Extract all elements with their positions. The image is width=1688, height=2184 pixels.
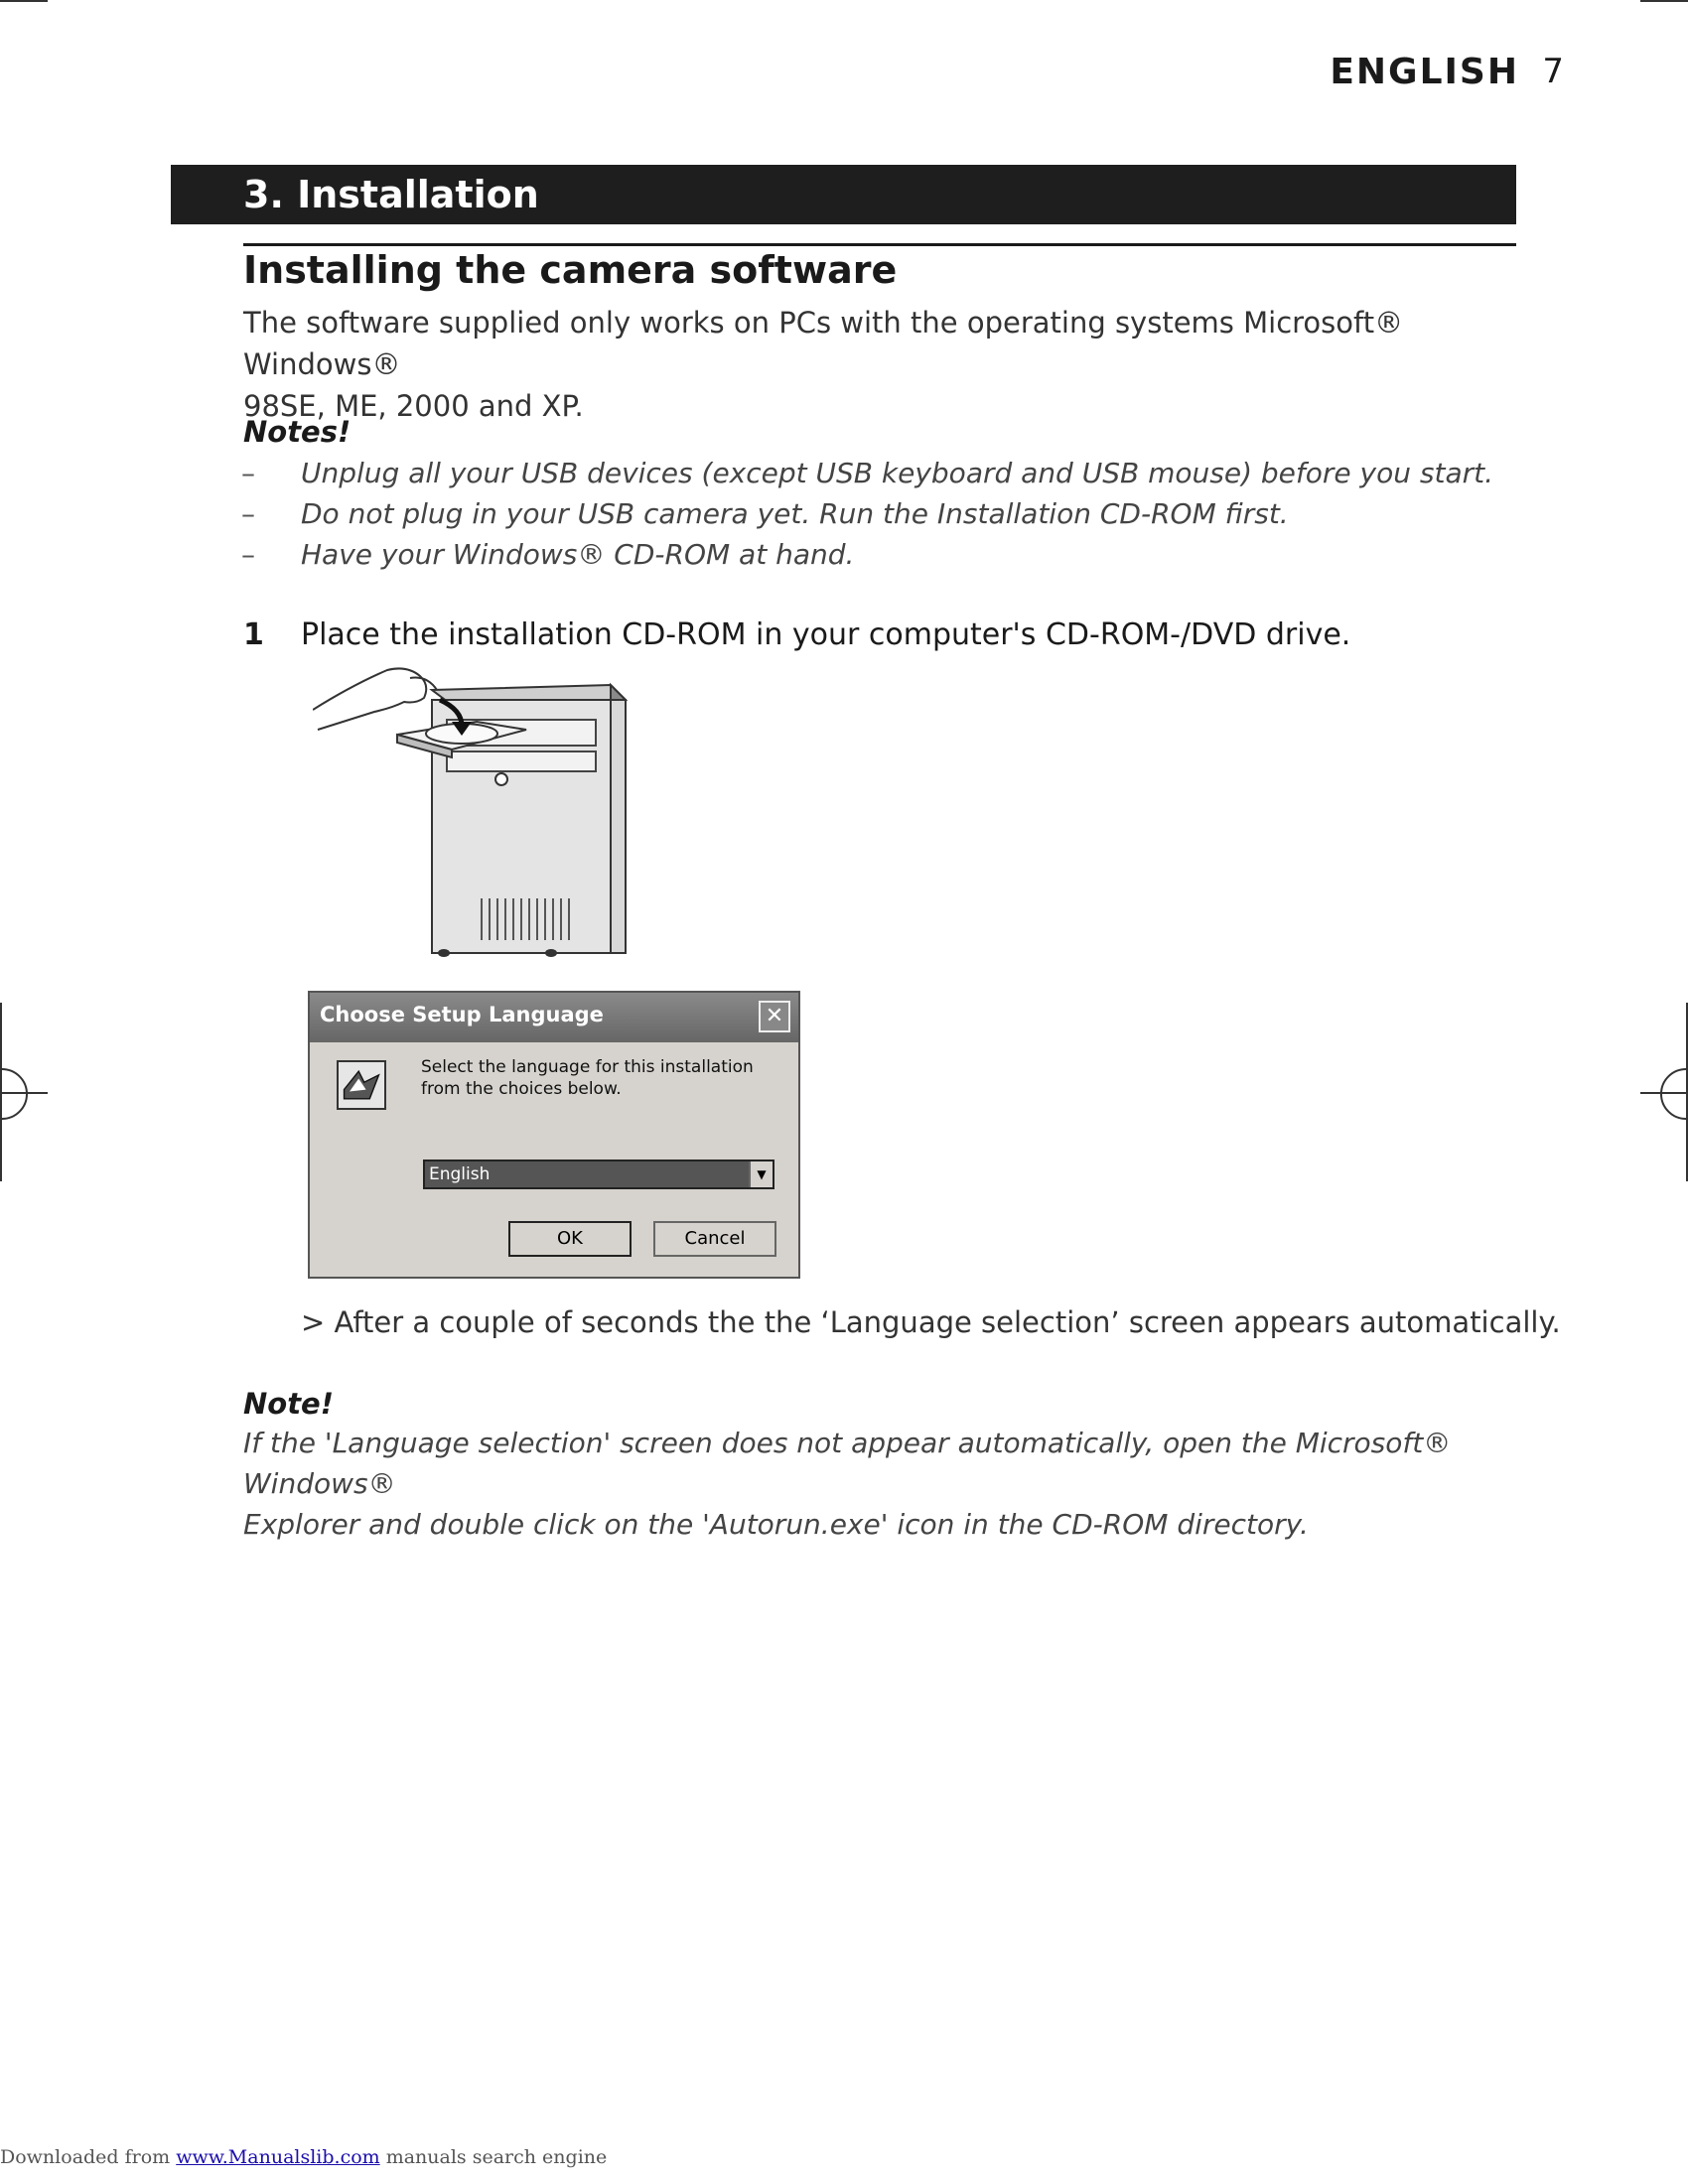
footer-link[interactable]: www.Manualslib.com — [176, 2146, 380, 2168]
note-line: Explorer and double click on the 'Autorun.exe' icon in the CD-ROM directory. — [243, 1508, 1309, 1541]
note-item: Do not plug in your USB camera yet. Run the Installation CD-ROM first. — [301, 497, 1289, 530]
setup-language-dialog — [308, 991, 800, 1279]
close-icon[interactable]: ✕ — [759, 1001, 790, 1032]
note-heading: Note! — [243, 1387, 334, 1421]
registration-mark — [0, 1068, 28, 1120]
subsection-rule — [243, 243, 1516, 246]
header-language: ENGLISH — [1330, 52, 1519, 92]
cancel-button[interactable]: Cancel — [653, 1221, 776, 1257]
installer-icon — [337, 1060, 386, 1110]
dialog-titlebar — [310, 993, 798, 1042]
crop-mark — [1640, 0, 1688, 2]
intro-paragraph — [243, 302, 1514, 427]
note-line: If the 'Language selection' screen does not appear automatically, open the Microsoft® Windows® — [243, 1427, 1452, 1500]
dialog-message: Select the language for this installation from the choices below. — [421, 1057, 754, 1099]
note-dash: – — [241, 538, 255, 571]
notes-heading: Notes! — [243, 415, 352, 449]
step-text: Place the installation CD-ROM in your computer's CD-ROM-/DVD drive. — [301, 617, 1351, 652]
note-item: Have your Windows® CD-ROM at hand. — [301, 538, 855, 571]
selected-language: English — [429, 1164, 491, 1184]
step-number: 1 — [243, 617, 264, 652]
result-text: > After a couple of seconds the the ‘Language selection’ screen appears automatically. — [301, 1305, 1561, 1339]
subsection-title: Installing the camera software — [243, 248, 898, 292]
pc-tower-illustration — [313, 660, 650, 963]
registration-mark — [1660, 1068, 1688, 1120]
language-select[interactable] — [423, 1160, 774, 1189]
note-dash: – — [241, 457, 255, 489]
footer-suffix: manuals search engine — [379, 2146, 608, 2168]
footer — [0, 2146, 607, 2168]
intro-line: The software supplied only works on PCs with the operating systems Microsoft® Windows® — [243, 306, 1404, 381]
intro-line: 98SE, ME, 2000 and XP. — [243, 389, 584, 423]
page-number: 7 — [1542, 52, 1564, 91]
dialog-title: Choose Setup Language — [320, 1003, 604, 1026]
footer-prefix: Downloaded from — [0, 2146, 177, 2168]
section-title: 3. Installation — [243, 173, 539, 216]
dropdown-arrow-icon[interactable]: ▼ — [749, 1161, 773, 1187]
note-text — [243, 1423, 1524, 1545]
ok-button[interactable]: OK — [508, 1221, 632, 1257]
note-dash: – — [241, 497, 255, 530]
note-item: Unplug all your USB devices (except USB keyboard and USB mouse) before you start. — [301, 457, 1493, 489]
crop-mark — [0, 0, 48, 2]
